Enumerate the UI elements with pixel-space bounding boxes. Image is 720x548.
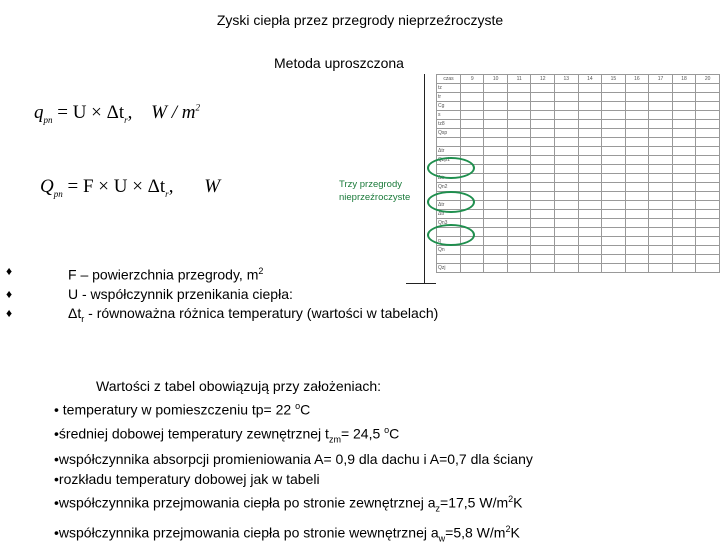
table-cell xyxy=(461,129,484,138)
table-cell xyxy=(555,165,579,174)
table-cell xyxy=(602,120,626,129)
table-cell xyxy=(531,138,555,147)
table-cell xyxy=(578,255,602,264)
table-row-label: s xyxy=(437,111,461,120)
table-cell xyxy=(484,111,508,120)
table-header-cell: 12 xyxy=(531,75,555,84)
table-row-label xyxy=(437,255,461,264)
table-cell xyxy=(696,84,720,93)
table-cell xyxy=(672,174,696,183)
table-cell xyxy=(555,147,579,156)
table-row xyxy=(437,147,720,156)
table-cell xyxy=(507,84,531,93)
table-cell xyxy=(649,120,673,129)
table-cell xyxy=(507,165,531,174)
formula-total-heat-gain: $Q_{pn} = F \times U \times \Delta t_r$, W xyxy=(40,176,221,199)
table-cell xyxy=(461,264,484,273)
table-cell xyxy=(672,102,696,111)
diamond-bullet-icon: ♦ xyxy=(6,305,13,320)
table-cell xyxy=(531,246,555,255)
table-cell xyxy=(507,156,531,165)
highlight-oval-2 xyxy=(427,191,475,213)
table-row xyxy=(437,111,720,120)
assumptions-block xyxy=(54,376,533,548)
table-row xyxy=(437,165,720,174)
diamond-bullet-icon: ♦ xyxy=(6,286,13,301)
table-cell xyxy=(602,210,626,219)
table-cell xyxy=(507,210,531,219)
table-cell xyxy=(531,174,555,183)
table-cell xyxy=(649,102,673,111)
table-row xyxy=(437,237,720,246)
table-cell xyxy=(672,201,696,210)
table-row-label: tz8 xyxy=(437,120,461,129)
table-cell xyxy=(696,102,720,111)
table-row-label: Cg xyxy=(437,102,461,111)
table-cell xyxy=(625,111,649,120)
table-cell xyxy=(649,246,673,255)
table-cell xyxy=(555,111,579,120)
table-cell xyxy=(555,84,579,93)
table-cell xyxy=(507,237,531,246)
table-cell xyxy=(484,210,508,219)
table-cell xyxy=(672,264,696,273)
table-cell xyxy=(625,255,649,264)
table-cell xyxy=(507,228,531,237)
table-cell xyxy=(531,165,555,174)
table-cell xyxy=(649,255,673,264)
table-header-cell: 16 xyxy=(625,75,649,84)
table-cell xyxy=(555,237,579,246)
table-row xyxy=(437,183,720,192)
table-cell xyxy=(696,183,720,192)
table-cell xyxy=(507,111,531,120)
slide-subtitle: Metoda uproszczona xyxy=(274,55,404,71)
table-cell xyxy=(649,210,673,219)
table-cell xyxy=(672,120,696,129)
table-cell xyxy=(507,246,531,255)
table-cell xyxy=(625,183,649,192)
table-cell xyxy=(507,255,531,264)
table-cell xyxy=(484,183,508,192)
table-cell xyxy=(484,246,508,255)
table-cell xyxy=(625,156,649,165)
table-left-rule xyxy=(424,74,425,284)
table-cell xyxy=(696,165,720,174)
table-row xyxy=(437,219,720,228)
table-cell xyxy=(696,174,720,183)
table-cell xyxy=(672,219,696,228)
table-cell xyxy=(484,147,508,156)
table-cell xyxy=(602,156,626,165)
table-cell xyxy=(461,138,484,147)
table-cell xyxy=(696,156,720,165)
definition-item: ♦ U - współczynnik przenikania ciepła: xyxy=(6,285,293,302)
table-row xyxy=(437,138,720,147)
table-cell xyxy=(672,111,696,120)
table-cell xyxy=(696,210,720,219)
assumptions-heading: Wartości z tabel obowiązują przy założeniach: xyxy=(96,378,382,394)
table-row-label: Qn2 xyxy=(437,183,461,192)
temperature-difference-table xyxy=(436,74,720,273)
table-cell xyxy=(484,102,508,111)
table-cell xyxy=(672,165,696,174)
table-cell xyxy=(484,201,508,210)
table-cell xyxy=(531,111,555,120)
table-cell xyxy=(625,210,649,219)
table-cell xyxy=(625,174,649,183)
table-header-cell: 11 xyxy=(507,75,531,84)
table-cell xyxy=(578,174,602,183)
table-cell xyxy=(602,102,626,111)
table-cell xyxy=(625,228,649,237)
table-row-label: Δtr xyxy=(437,210,461,219)
highlight-oval-3 xyxy=(427,224,475,246)
table-cell xyxy=(461,255,484,264)
table-cell xyxy=(602,165,626,174)
table-cell xyxy=(649,237,673,246)
table-cell xyxy=(602,84,626,93)
table-cell xyxy=(696,246,720,255)
table-cell xyxy=(484,255,508,264)
table-cell xyxy=(649,129,673,138)
table-row-label: Qzj xyxy=(437,264,461,273)
table-row xyxy=(437,102,720,111)
table-cell xyxy=(602,183,626,192)
table-cell xyxy=(531,264,555,273)
table-cell xyxy=(649,147,673,156)
table-cell xyxy=(484,84,508,93)
table-cell xyxy=(625,120,649,129)
table-row xyxy=(437,201,720,210)
table-cell xyxy=(672,210,696,219)
assumption-item: •współczynnika przejmowania ciepła po stronie wewnętrznej $a_w=5,8$ $W/m^2K$ xyxy=(54,523,520,544)
table-cell xyxy=(625,219,649,228)
table-row xyxy=(437,129,720,138)
table-cell xyxy=(602,174,626,183)
table-cell xyxy=(672,93,696,102)
table-cell xyxy=(649,138,673,147)
table-cell xyxy=(696,201,720,210)
table-cell xyxy=(649,156,673,165)
table-note: Trzy przegrody nieprzeźroczyste xyxy=(339,179,411,203)
table-cell xyxy=(649,84,673,93)
table-cell xyxy=(461,102,484,111)
table-cell xyxy=(531,120,555,129)
table-cell xyxy=(484,165,508,174)
table-cell xyxy=(461,111,484,120)
table-cell xyxy=(672,192,696,201)
table-row-label: Δtr xyxy=(437,201,461,210)
table-cell xyxy=(696,228,720,237)
table-cell xyxy=(555,192,579,201)
table-cell xyxy=(672,156,696,165)
table-row-label: Qn xyxy=(437,246,461,255)
definitions-list xyxy=(4,262,438,328)
table-row xyxy=(437,264,720,273)
table-cell xyxy=(531,102,555,111)
table-cell xyxy=(555,174,579,183)
table-cell xyxy=(555,246,579,255)
table-cell xyxy=(672,147,696,156)
table-cell xyxy=(578,237,602,246)
table-cell xyxy=(555,210,579,219)
table-cell xyxy=(461,147,484,156)
table-cell xyxy=(461,120,484,129)
table-header-cell: 17 xyxy=(649,75,673,84)
table-cell xyxy=(555,156,579,165)
table-cell xyxy=(672,255,696,264)
table-row xyxy=(437,192,720,201)
table-cell xyxy=(531,183,555,192)
table-cell xyxy=(696,237,720,246)
table-cell xyxy=(602,93,626,102)
table-cell xyxy=(649,183,673,192)
definition-item: ♦ $\Delta t_r$ - równoważna różnica temperatury (wartości w tabelach) xyxy=(4,304,438,329)
table-row-label xyxy=(437,138,461,147)
highlight-oval-1 xyxy=(427,157,475,179)
table-cell xyxy=(602,246,626,255)
table-cell xyxy=(672,246,696,255)
table-cell xyxy=(531,147,555,156)
table-cell xyxy=(484,174,508,183)
table-cell xyxy=(649,93,673,102)
table-row xyxy=(437,174,720,183)
table-cell xyxy=(578,120,602,129)
table-cell xyxy=(507,219,531,228)
table-row xyxy=(437,120,720,129)
table-header-cell: 20 xyxy=(696,75,720,84)
table-cell xyxy=(555,129,579,138)
table-cell xyxy=(484,237,508,246)
assumption-item: • temperatury w pomieszczeniu tp= 22 $^o$C xyxy=(54,401,311,418)
table-cell xyxy=(461,183,484,192)
table-cell xyxy=(531,255,555,264)
table-cell xyxy=(696,138,720,147)
table-cell xyxy=(578,156,602,165)
table-row-label: Qzp1 xyxy=(437,156,461,165)
table-row xyxy=(437,246,720,255)
table-cell xyxy=(578,219,602,228)
table-header-cell: 14 xyxy=(578,75,602,84)
table-cell xyxy=(672,84,696,93)
table-row-label: q xyxy=(437,237,461,246)
table-cell xyxy=(602,201,626,210)
table-cell xyxy=(602,228,626,237)
slide-title: Zyski ciepła przez przegrody nieprzeźroczyste xyxy=(216,12,504,28)
table-header-cell: 10 xyxy=(484,75,508,84)
assumption-item: •rozkładu temperatury dobowej jak w tabeli xyxy=(54,471,320,488)
table-cell xyxy=(531,228,555,237)
table-cell xyxy=(625,147,649,156)
table-cell xyxy=(625,93,649,102)
table-cell xyxy=(531,201,555,210)
assumption-item: •współczynnika absorpcji promieniowania A= 0,9 dla dachu i A=0,7 dla ściany xyxy=(54,451,533,468)
table-cell xyxy=(602,237,626,246)
table-row xyxy=(437,228,720,237)
table-cell xyxy=(649,201,673,210)
table-cell xyxy=(649,219,673,228)
table-cell xyxy=(555,201,579,210)
table-header-cell: 9 xyxy=(461,75,484,84)
table-cell xyxy=(484,93,508,102)
table-row-label: tz xyxy=(437,84,461,93)
table-cell xyxy=(625,84,649,93)
diamond-bullet-icon: ♦ xyxy=(6,264,13,278)
table-cell xyxy=(649,165,673,174)
table-cell xyxy=(461,93,484,102)
table-cell xyxy=(507,120,531,129)
table-cell xyxy=(625,264,649,273)
table-row xyxy=(437,255,720,264)
table-cell xyxy=(602,129,626,138)
table-cell xyxy=(602,219,626,228)
table-cell xyxy=(507,174,531,183)
table-row xyxy=(437,156,720,165)
table-cell xyxy=(555,219,579,228)
table-cell xyxy=(625,192,649,201)
table-cell xyxy=(531,210,555,219)
table-cell xyxy=(578,93,602,102)
table-cell xyxy=(696,255,720,264)
table-cell xyxy=(507,129,531,138)
table-cell xyxy=(484,120,508,129)
table-cell xyxy=(602,111,626,120)
table-cell xyxy=(507,102,531,111)
table-cell xyxy=(602,192,626,201)
table-cell xyxy=(578,192,602,201)
table-header-cell: 13 xyxy=(555,75,579,84)
table-cell xyxy=(507,183,531,192)
table-cell xyxy=(531,129,555,138)
table-cell xyxy=(555,228,579,237)
table-row-label: Δtr xyxy=(437,147,461,156)
table-cell xyxy=(531,192,555,201)
table-cell xyxy=(484,156,508,165)
table-cell xyxy=(625,237,649,246)
table-cell xyxy=(625,138,649,147)
table-cell xyxy=(672,129,696,138)
assumption-item: •średniej dobowej temperatury zewnętrznej $t_{zm}= 24,5$ $^o$C xyxy=(54,424,400,445)
table-cell xyxy=(507,201,531,210)
table-cell xyxy=(531,84,555,93)
table-cell xyxy=(555,183,579,192)
table-cell xyxy=(578,210,602,219)
table-cell xyxy=(696,129,720,138)
table-cell xyxy=(578,165,602,174)
table-cell xyxy=(649,111,673,120)
table-row-label: Δtr xyxy=(437,174,461,183)
table-cell xyxy=(578,183,602,192)
table-cell xyxy=(578,102,602,111)
assumption-item: •współczynnika przejmowania ciepła po stronie zewnętrznej $a_z=17,5$ $W/m^2K$ xyxy=(54,494,523,514)
table-cell xyxy=(484,264,508,273)
table-cell xyxy=(602,138,626,147)
table-row-label: tr xyxy=(437,93,461,102)
table-header-row xyxy=(437,75,720,84)
table-cell xyxy=(696,120,720,129)
table-cell xyxy=(578,84,602,93)
table-cell xyxy=(484,138,508,147)
table-cell xyxy=(578,138,602,147)
table-cell xyxy=(672,183,696,192)
table-cell xyxy=(507,93,531,102)
table-cell xyxy=(672,228,696,237)
table-cell xyxy=(625,165,649,174)
table-row xyxy=(437,84,720,93)
table-cell xyxy=(484,129,508,138)
table-row xyxy=(437,210,720,219)
table-cell xyxy=(578,246,602,255)
table-cell xyxy=(484,219,508,228)
table-cell xyxy=(531,237,555,246)
table-cell xyxy=(531,93,555,102)
table-cell xyxy=(649,192,673,201)
table-cell xyxy=(602,264,626,273)
table-cell xyxy=(602,147,626,156)
table-cell xyxy=(555,120,579,129)
table-cell xyxy=(602,255,626,264)
table-cell xyxy=(531,156,555,165)
table-cell xyxy=(625,129,649,138)
table-cell xyxy=(625,246,649,255)
table-cell xyxy=(484,192,508,201)
table-cell xyxy=(696,264,720,273)
table-cell xyxy=(555,264,579,273)
table-cell xyxy=(507,192,531,201)
table-cell xyxy=(578,111,602,120)
table-cell xyxy=(625,102,649,111)
table-cell xyxy=(531,219,555,228)
table-row-label: Qsp xyxy=(437,129,461,138)
definition-item: ♦ F – powierzchnia przegrody, $m^2$ xyxy=(6,264,264,283)
table-cell xyxy=(696,147,720,156)
table-cell xyxy=(578,129,602,138)
table-header-cell: czas xyxy=(437,75,461,84)
table-cell xyxy=(672,237,696,246)
table-cell xyxy=(555,93,579,102)
table-cell xyxy=(555,102,579,111)
table-cell xyxy=(696,93,720,102)
table-header-cell: 18 xyxy=(672,75,696,84)
table-cell xyxy=(578,201,602,210)
table-cell xyxy=(578,228,602,237)
table-cell xyxy=(649,174,673,183)
table-cell xyxy=(507,138,531,147)
table-cell xyxy=(625,201,649,210)
table-cell xyxy=(578,264,602,273)
table-cell xyxy=(555,255,579,264)
table-cell xyxy=(696,192,720,201)
table-row-label: Qn3 xyxy=(437,219,461,228)
table-cell xyxy=(696,219,720,228)
table-cell xyxy=(461,246,484,255)
table-header-cell: 15 xyxy=(602,75,626,84)
table-cell xyxy=(578,147,602,156)
table-row xyxy=(437,93,720,102)
table-cell xyxy=(696,111,720,120)
table-cell xyxy=(484,228,508,237)
table-cell xyxy=(507,264,531,273)
table-cell xyxy=(649,228,673,237)
table-cell xyxy=(649,264,673,273)
table-cell xyxy=(461,84,484,93)
table-cell xyxy=(672,138,696,147)
formula-unit-heat-gain: $q_{pn} = U \times \Delta t_r$, W / $m^2$ xyxy=(34,102,200,125)
table-cell xyxy=(555,138,579,147)
table-cell xyxy=(507,147,531,156)
